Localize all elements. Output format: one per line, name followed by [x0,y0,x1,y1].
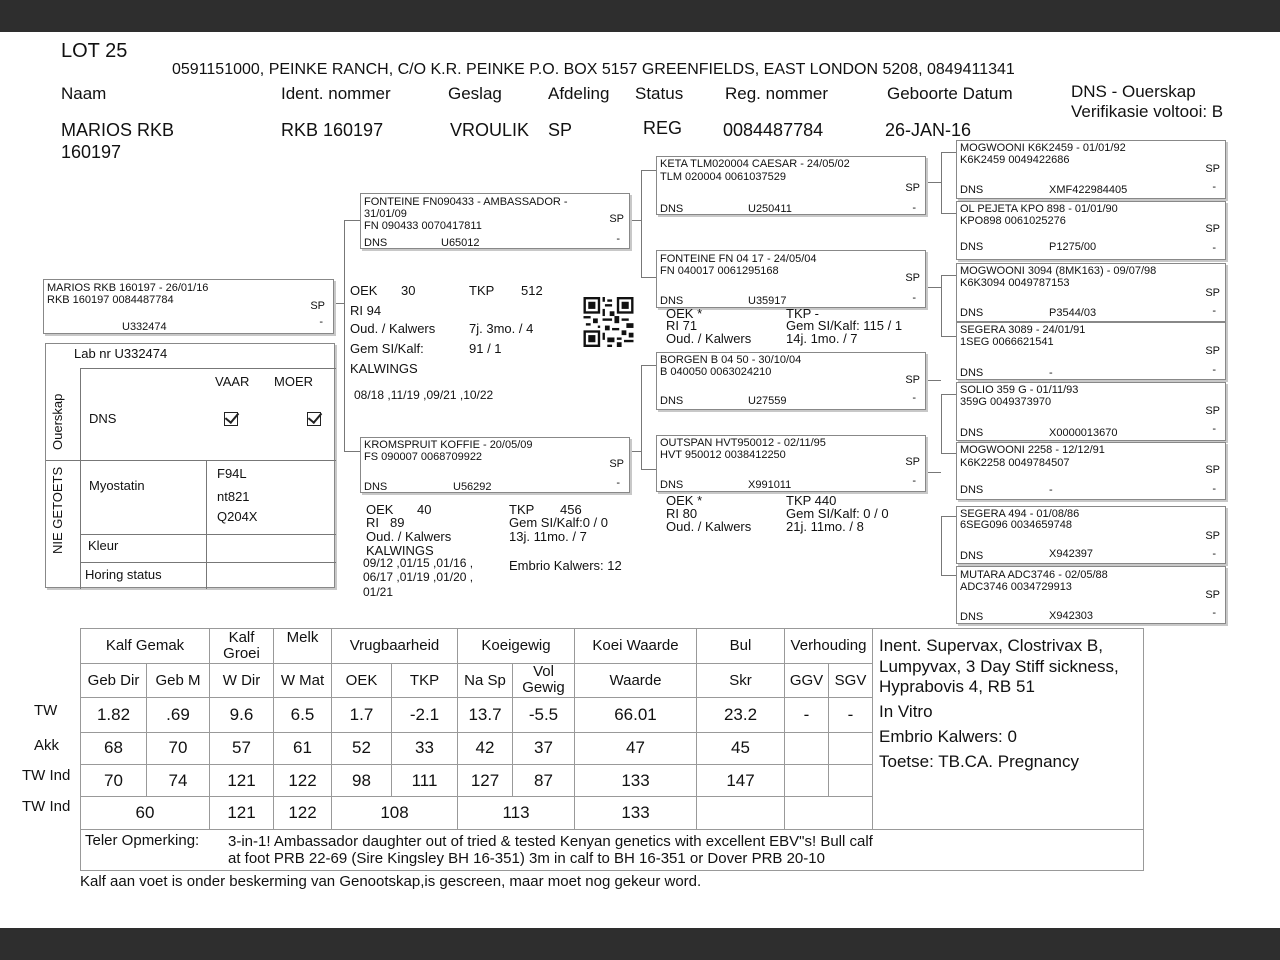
stat-value: OEK * [666,493,703,508]
animal-afdeling: SP [548,120,573,140]
qr-code-icon [582,297,635,347]
col-header: Waarde [575,663,697,698]
table-cell [829,764,873,796]
great-grandparent-card: SEGERA 494 - 01/08/86 6SEG096 0034659748 SP - DNS X942397 [956,506,1226,564]
col-verifikasie: Verifikasie voltooi: B [1071,102,1224,121]
teler-text: 3-in-1! Ambassador daughter out of tried & tested Kenyan genetics with excellent EBV"s! Bull calf [228,833,873,850]
table-cell: 121 [210,797,274,830]
stat-value: 91 / 1 [469,341,502,356]
lot-number: LOT 25 [61,40,128,62]
subject-card: MARIOS RKB 160197 - 26/01/16 RKB 160197 0084487784 SP - U332474 [43,279,334,334]
table-cell [785,764,829,796]
moer-label: MOER [274,374,313,389]
stat-value: Gem SI/Kalf: 115 / 1 [786,318,903,333]
table-cell: 122 [274,797,332,830]
stat-value: Gem SI/Kalf:0 / 0 [509,515,608,530]
table-cell: .69 [147,698,210,733]
notes-cell [873,629,1144,830]
stat-value: 30 [401,283,416,298]
stat-value: 40 [417,502,432,517]
table-cell [829,732,873,764]
col-header: TKP [392,663,458,698]
col-status: Status [635,84,684,103]
great-grandparent-card: SEGERA 3089 - 24/01/91 1SEG 0066621541 SP - DNS - [956,322,1226,380]
great-grandparent-card: MOGWOONI 2258 - 12/12/91 K6K2258 0049784507 SP - DNS - [956,442,1226,500]
dns-label: DNS [89,411,117,426]
col-header: SGV [829,663,873,698]
table-cell: 60 [81,797,210,830]
col-naam: Naam [61,84,107,103]
col-geboorte: Geboorte Datum [887,84,1013,103]
table-cell: 111 [392,764,458,796]
vaar-check-icon [224,412,238,426]
kalwings-label: KALWINGS [366,543,434,558]
lab-panel [45,343,335,588]
table-cell: - [785,698,829,733]
myo-value: F94L [217,466,247,481]
stat-value: 7j. 3mo. / 4 [469,321,534,336]
teler-label: Teler Opmerking: [85,832,200,849]
stat-value: 13j. 11mo. / 7 [509,529,587,544]
col-header: Na Sp [458,663,513,698]
table-cell [785,732,829,764]
inent-line: Hyprabovis 4, RB 51 [879,677,1035,696]
teler-cell [81,830,1144,871]
table-cell: 122 [274,764,332,796]
stat-label: TKP [509,502,535,517]
ebv-table [80,628,1144,871]
lab-number: Lab nr U332474 [74,346,168,361]
stat-label: RI [366,515,379,530]
table-cell: 121 [210,764,274,796]
col-ident: Ident. nommer [281,84,391,103]
table-cell: 127 [458,764,513,796]
great-grandparent-card: MOGWOONI 3094 (8MK163) - 09/07/98 K6K3094 0049787153 SP - DNS P3544/03 [956,263,1226,322]
col-header: Geb Dir [81,663,147,698]
animal-name-2: 160197 [61,142,122,162]
table-cell: 108 [332,797,458,830]
stat-label: OEK [350,283,378,298]
stat-value: OEK * [666,306,703,321]
table-cell: 87 [513,764,575,796]
col-header: Skr [697,663,785,698]
table-cell: 68 [81,732,147,764]
stat-label: OEK [366,502,394,517]
table-cell: 70 [147,732,210,764]
stat-label: TKP [469,283,495,298]
row-label-tw: TW [34,702,58,719]
table-cell: 133 [575,797,697,830]
table-cell: 57 [210,732,274,764]
table-cell: 66.01 [575,698,697,733]
table-cell: 45 [697,732,785,764]
col-header: W Dir [210,663,274,698]
col-header: W Mat [274,663,332,698]
row-label-twind: TW Ind [22,767,71,784]
table-cell: 147 [697,764,785,796]
table-cell: -5.5 [513,698,575,733]
vaar-label: VAAR [215,374,250,389]
kleur-label: Kleur [88,538,119,553]
table-cell: 47 [575,732,697,764]
table-cell: 1.82 [81,698,147,733]
animal-ident: RKB 160197 [281,120,384,140]
sire-card: FONTEINE FN090433 - AMBASSADOR - 31/01/09 FN 090433 0070417811 SP - DNS U65012 [360,193,630,249]
stat-value: TKP 440 [786,493,837,508]
group-header: Melk [274,629,332,664]
grandparent-card: FONTEINE FN 04 17 - 24/05/04 FN 040017 0061295168 SP - DNS U35917 [656,250,926,308]
footer-note: Kalf aan voet is onder beskerming van Genootskap,is gescreen, maar moet nog gekeur word. [80,873,702,890]
kalwing-dates: 06/17 ,01/19 ,01/20 , [363,570,474,584]
table-cell: 133 [575,764,697,796]
group-header: Vrugbaarheid [332,629,458,664]
ouerskap-vertical: Ouerskap [50,393,65,450]
kalwing-dates: 09/12 ,01/15 ,01/16 , [363,556,474,570]
table-cell: 42 [458,732,513,764]
grandparent-card: KETA TLM020004 CAESAR - 24/05/02 TLM 020004 0061037529 SP - DNS U250411 [656,156,926,215]
col-afdeling: Afdeling [548,84,610,103]
table-cell: 113 [458,797,575,830]
col-header: Geb M [147,663,210,698]
group-header: Bul [697,629,785,664]
group-header: Kalf Groei [210,629,274,664]
in-vitro: In Vitro [879,702,933,721]
group-header: Koeigewig [458,629,575,664]
great-grandparent-card: OL PEJETA KPO 898 - 01/01/90 KPO898 0061025276 SP - DNS P1275/00 [956,201,1226,260]
kalwing-dates: 08/18 ,11/19 ,09/21 ,10/22 [354,388,494,402]
col-geslag: Geslag [448,84,502,103]
nie-getoets-vertical: NIE GETOETS [50,466,65,554]
table-cell: - [829,698,873,733]
col-header: GGV [785,663,829,698]
table-cell: 9.6 [210,698,274,733]
table-cell: 70 [81,764,147,796]
table-cell: -2.1 [392,698,458,733]
stat-value: 456 [560,502,582,517]
kalwing-dates: 01/21 [363,585,394,599]
great-grandparent-card: MOGWOONI K6K2459 - 01/01/92 K6K2459 0049422686 SP - DNS XMF422984405 [956,140,1226,199]
stat-label: Oud. / Kalwers [366,529,452,544]
horing-label: Horing status [85,567,162,582]
inent-line: Inent. Supervax, Clostrivax B, [879,636,1103,655]
animal-geslag: VROULIK [450,120,530,140]
animal-name-1: MARIOS RKB [61,120,175,140]
animal-status: REG [643,118,683,138]
grandparent-card: OUTSPAN HVT950012 - 02/11/95 HVT 950012 0038412250 SP - DNS X991011 [656,435,926,492]
col-dns: DNS - Ouerskap [1071,82,1196,101]
table-cell: 98 [332,764,392,796]
stat-value: Gem SI/Kalf: 0 / 0 [786,506,889,521]
kalwings-label: KALWINGS [350,361,418,376]
stat-value: 21j. 11mo. / 8 [786,519,864,534]
stat-value: 14j. 1mo. / 7 [786,331,858,346]
embrio-kalwers: Embrio Kalwers: 12 [509,558,622,573]
group-header: Verhouding [785,629,873,664]
stat-label: Oud. / Kalwers [666,331,752,346]
table-cell: 13.7 [458,698,513,733]
col-header: OEK [332,663,392,698]
col-header: Vol Gewig [513,663,575,698]
animal-reg: 0084487784 [723,120,824,140]
grandparent-card: BORGEN B 04 50 - 30/10/04 B 040050 0063024210 SP - DNS U27559 [656,352,926,410]
row-label-twind-2: TW Ind [22,798,71,815]
stat-value: TKP - [786,306,819,321]
myostatin-label: Myostatin [89,478,145,493]
moer-check-icon [307,412,321,426]
table-cell: 1.7 [332,698,392,733]
col-reg: Reg. nommer [725,84,828,103]
dam-card: KROMSPRUIT KOFFIE - 20/05/09 FS 090007 0068709922 SP - DNS U56292 [360,437,630,493]
myo-value: Q204X [217,509,258,524]
table-cell: 33 [392,732,458,764]
table-cell [785,797,873,830]
top-bar [0,0,1280,32]
table-cell: 23.2 [697,698,785,733]
row-label-akk: Akk [34,737,60,754]
toetse: Toetse: TB.CA. Pregnancy [879,752,1080,771]
stat-label: Oud. / Kalwers [666,519,752,534]
embrio-kalwers-count: Embrio Kalwers: 0 [879,727,1017,746]
stat-value: RI 71 [666,318,698,333]
teler-text: at foot PRB 22-69 (Sire Kingsley BH 16-351) 3m in calf to BH 16-351 or Dover PRB 20-10 [228,850,825,867]
group-header: Koei Waarde [575,629,697,664]
stat-value: RI 94 [350,303,382,318]
stat-label: Gem SI/Kalf: [350,341,424,356]
great-grandparent-card: MUTARA ADC3746 - 02/05/88 ADC3746 0034729913 SP - DNS X942303 [956,566,1226,624]
animal-birth: 26-JAN-16 [885,120,972,140]
stat-value: RI 80 [666,506,698,521]
table-cell: 74 [147,764,210,796]
myo-value: nt821 [217,489,250,504]
great-grandparent-card: SOLIO 359 G - 01/11/93 359G 0049373970 SP - DNS X0000013670 [956,382,1226,441]
bottom-bar [0,928,1280,960]
table-cell: 37 [513,732,575,764]
owner-line: 0591151000, PEINKE RANCH, C/O K.R. PEINKE P.O. BOX 5157 GREENFIELDS, EAST LONDON 5208, 0849411341 [172,61,1015,78]
group-header: Kalf Gemak [81,629,210,664]
stat-value: 512 [521,283,543,298]
stat-value: 89 [390,515,405,530]
table-cell: 61 [274,732,332,764]
table-cell: 6.5 [274,698,332,733]
inent-line: Lumpyvax, 3 Day Stiff sickness, [879,657,1119,676]
table-cell: 52 [332,732,392,764]
table-cell [697,797,785,830]
stat-label: Oud. / Kalwers [350,321,436,336]
